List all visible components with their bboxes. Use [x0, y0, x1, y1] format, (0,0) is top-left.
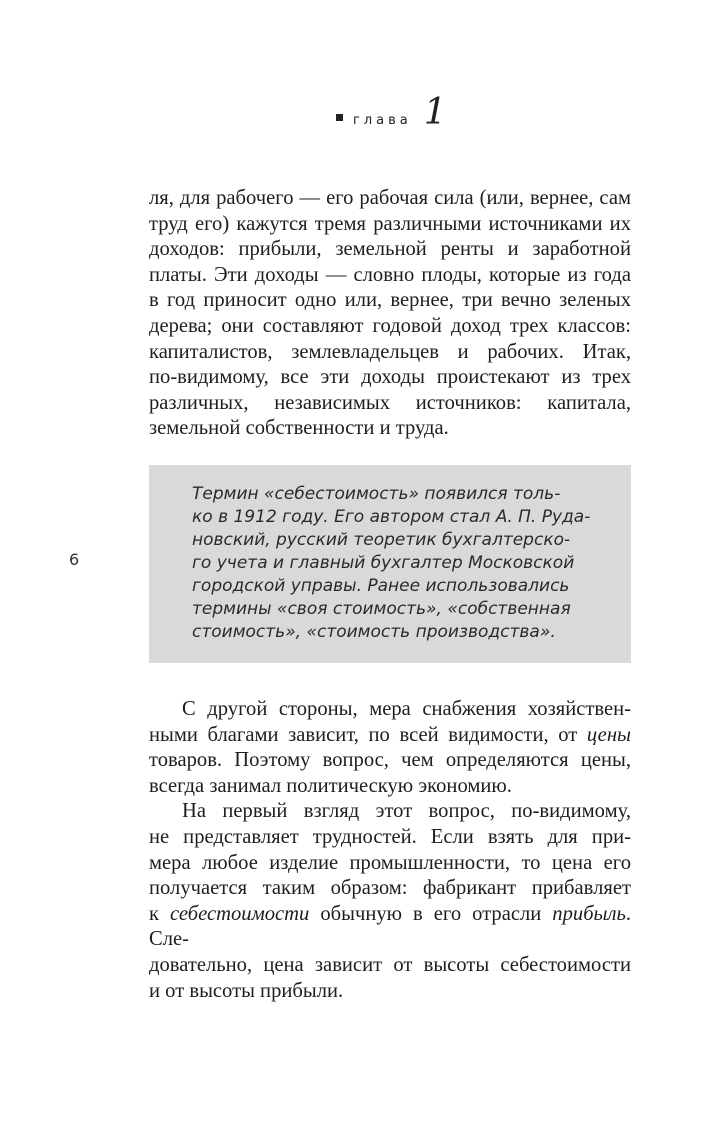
emphasis-cost: себестоимости: [170, 902, 310, 925]
chapter-number: 1: [423, 92, 447, 133]
note-line: Термин «себестоимость» появился толь-: [192, 484, 561, 504]
text-line: различных, независимых источников: капитала,: [149, 391, 631, 414]
text-line: ля, для рабочего — его рабочая сила (или, вернее, сам: [149, 187, 631, 209]
text-line: по-видимому, все эти доходы проистекают из трех: [149, 366, 631, 389]
text-line: мера любое изделие промышленности, то цена его: [149, 851, 631, 874]
chapter-header: [336, 92, 447, 133]
top-paragraph: [149, 186, 631, 442]
note-line: городской управы. Ранее использовались: [192, 576, 570, 596]
note-line: новский, русский теоретик бухгалтерско-: [192, 530, 571, 550]
text-line: в год приносит одно или, вернее, три вечно зеленых: [149, 289, 631, 312]
text-line: доходов: прибыли, земельной ренты и заработной: [149, 238, 631, 261]
emphasis-profit: прибыль: [552, 902, 626, 925]
sidebar-note: [149, 465, 631, 663]
text-segment: ными благами зависит, по всей видимости, от: [149, 723, 587, 746]
text-line: дерева; они составляют годовой доход трех классов:: [149, 314, 631, 337]
bottom-paragraphs: [149, 697, 631, 1004]
text-line: платы. Эти доходы — словно плоды, которые из года: [149, 263, 631, 286]
text-line: не представляет трудностей. Если взять для при-: [149, 825, 631, 848]
text-line: На первый взгляд этот вопрос, по-видимому,: [182, 800, 631, 823]
text-line: труд его) кажутся тремя различными источниками их: [149, 212, 631, 235]
chapter-label: глава: [353, 113, 412, 128]
text-line: всегда занимал политическую экономию.: [149, 774, 512, 797]
text-segment: . Сле-: [149, 902, 631, 951]
note-line: термины «своя стоимость», «собственная: [192, 599, 571, 619]
page-number: 6: [69, 550, 80, 569]
text-line: С другой стороны, мера снабжения хозяйствен-: [182, 698, 631, 720]
text-segment: к: [149, 902, 171, 925]
text-line: [149, 902, 631, 953]
emphasis-price: цены: [586, 723, 631, 746]
note-line: ко в 1912 году. Его автором стал А. П. Руда-: [192, 507, 591, 527]
text-line: капиталистов, землевладельцев и рабочих. Итак,: [149, 340, 631, 363]
text-line: товаров. Поэтому вопрос, чем определяются цены,: [149, 749, 631, 772]
chapter-bullet-icon: [336, 114, 343, 121]
note-line: го учета и главный бухгалтер Московской: [192, 553, 575, 573]
text-line: и от высоты прибыли.: [149, 979, 344, 1002]
text-line: получается таким образом: фабрикант прибавляет: [149, 877, 631, 900]
text-line: довательно, цена зависит от высоты себестоимости: [149, 953, 631, 976]
text-line: земельной собственности и труда.: [149, 417, 449, 440]
text-segment: обычную в его отрасли: [309, 902, 553, 925]
text-line: [149, 723, 631, 749]
note-line: стоимость», «стоимость производства».: [192, 622, 556, 642]
sidebar-note-text: [192, 483, 612, 644]
